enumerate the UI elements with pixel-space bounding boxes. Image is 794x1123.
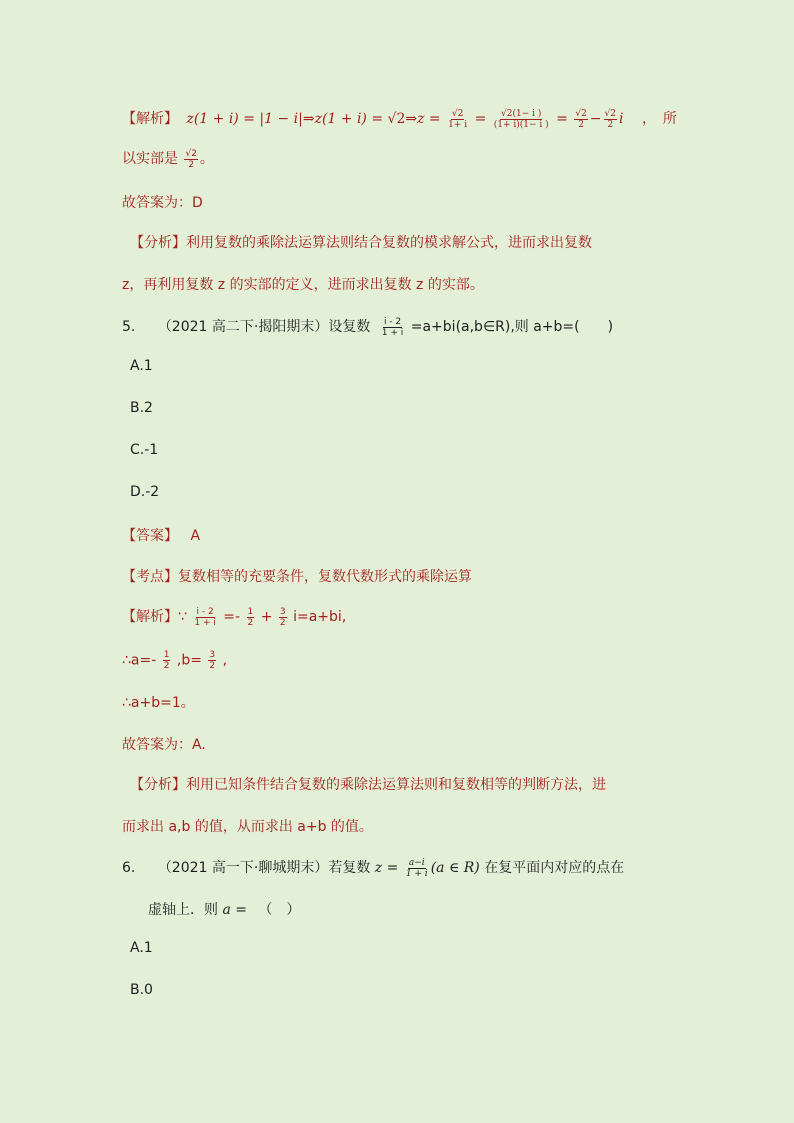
option-b: B.0 xyxy=(130,982,153,998)
solution-line-1: 【解析】 z(1 + i) = |1 − i|⇒z(1 + i) = √2⇒z = $\frac{√2}{1+ i}$ = $\frac{√2(1- i )}{(1+ i)(1- i )}$ = $\frac{√2}{2}$ − $\frac{√2}{2}$ i ， 所 xyxy=(122,108,677,130)
analysis-line-1: 【分析】利用复数的乘除法运算法则结合复数的模求解公式，进而求出复数 xyxy=(130,235,592,251)
fraction: $\frac{√2}{1+ i}$ xyxy=(448,108,468,130)
fraction: $\frac{1}{2}$ xyxy=(163,650,170,671)
fraction: $\frac{3}{2}$ xyxy=(209,650,216,671)
solution-line-1: 【解析】∵ $\frac{i - 2}{1 + i}$ =- $\frac{1}{2}$ + $\frac{3}{2}$ i=a+bi, xyxy=(122,606,347,628)
option-a: A.1 xyxy=(130,358,153,374)
solution-line-2: 以实部是 $\frac{√2}{2}$ 。 xyxy=(122,148,214,170)
question-number: 6. xyxy=(122,860,136,876)
fraction: $\frac{a-i}{1 + i}$ xyxy=(405,857,428,879)
solution-formula: z(1 + i) = |1 − i|⇒z(1 + i) = √2⇒z = $\frac{√2}{1+ i}$ = $\frac{√2(1- i )}{(1+ i)(1- i )}$ = $\frac{√2}{2}$ − $\frac{√2}{2}$ i xyxy=(186,108,624,130)
answer-line: 【答案】 A xyxy=(122,528,201,544)
fraction: $\frac{1}{2}$ xyxy=(247,606,254,628)
question-source: （2021 高二下·揭阳期末）设复数 xyxy=(157,319,371,335)
option-b: B.2 xyxy=(130,400,153,416)
question-5-stem: 5. （2021 高二下·揭阳期末）设复数 $\frac{i - 2}{1 + i}$ =a+bi(a,b∈R),则 a+b=( ) xyxy=(122,316,614,338)
kaodian-line: 【考点】复数相等的充要条件，复数代数形式的乘除运算 xyxy=(122,569,472,585)
fraction: $\frac{i - 2}{1 + i}$ xyxy=(381,316,404,338)
fraction: $\frac{3}{2}$ xyxy=(279,606,286,628)
final-answer-line: 故答案为：A. xyxy=(122,737,206,753)
fraction: $\frac{√2}{2}$ xyxy=(575,108,587,130)
option-d: D.-2 xyxy=(130,484,160,500)
question-source: （2021 高一下·聊城期末）若复数 xyxy=(157,860,375,876)
analysis-line-1: 【分析】利用已知条件结合复数的乘除法运算法则和复数相等的判断方法，进 xyxy=(130,777,606,793)
solution-line-2: ∴a=- $\frac{1}{2}$ ,b= $\frac{3}{2}$ , xyxy=(122,650,228,671)
fraction: $\frac{√2(1- i )}{(1+ i)(1- i )}$ xyxy=(493,108,549,130)
analysis-line-2: 而求出 a,b 的值，从而求出 a+b 的值。 xyxy=(122,819,373,835)
fraction: $\frac{√2}{2}$ xyxy=(604,108,616,130)
question-6-stem-line-2: 虚轴上．则 a = （ ） xyxy=(148,902,301,918)
question-number: 5. xyxy=(122,319,136,335)
option-c: C.-1 xyxy=(130,442,159,458)
jiexi-label: 【解析】 xyxy=(122,111,178,127)
option-a: A.1 xyxy=(130,940,153,956)
question-6-stem: 6. （2021 高一下·聊城期末）若复数 z = $\frac{a-i}{1 + i}$ (a ∈ R) 在复平面内对应的点在 xyxy=(122,857,625,879)
analysis-line-2: z，再利用复数 z 的实部的定义，进而求出复数 z 的实部。 xyxy=(122,277,484,293)
fraction: $\frac{i - 2}{1 + i}$ xyxy=(194,606,216,628)
answer-line: 故答案为：D xyxy=(122,195,203,211)
solution-line-3: ∴a+b=1。 xyxy=(122,695,195,711)
fraction: $\frac{√2}{2}$ xyxy=(185,148,197,170)
